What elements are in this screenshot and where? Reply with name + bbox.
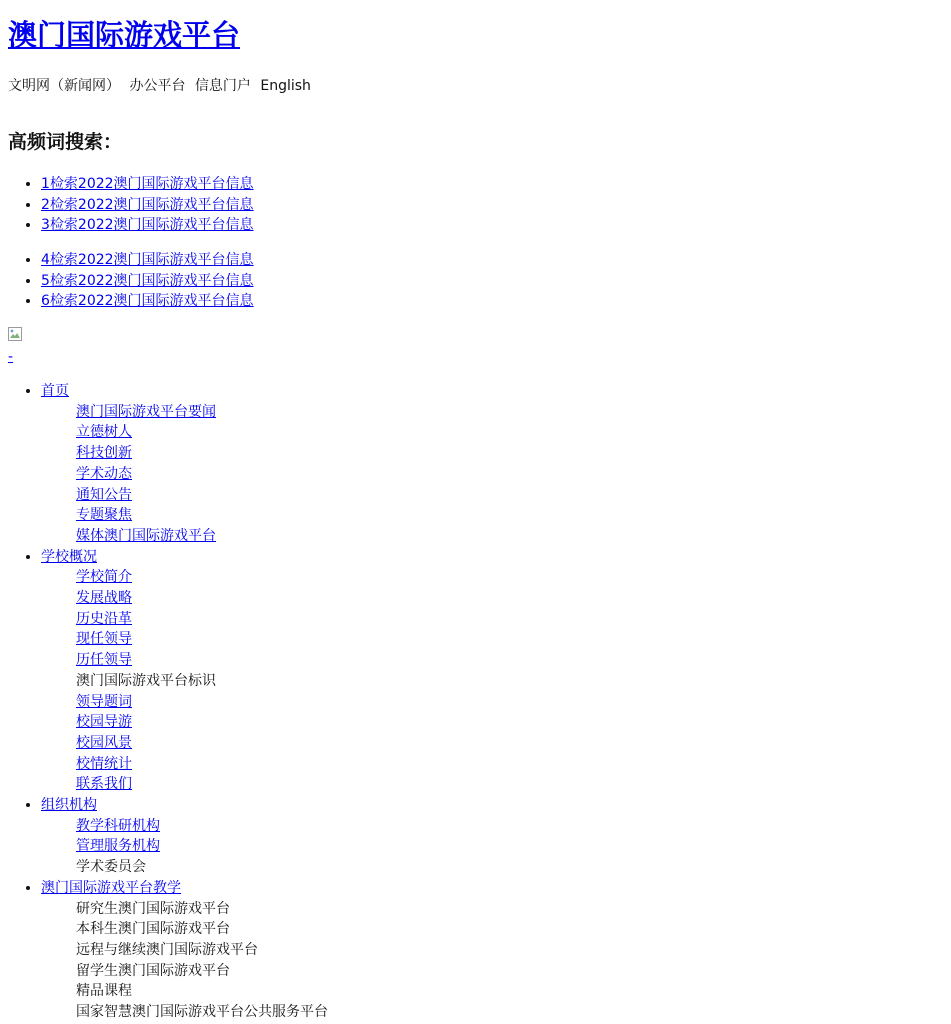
submenu-link[interactable]: 校园风景 bbox=[76, 734, 132, 751]
hot-search-link-1[interactable]: 1检索2022澳门国际游戏平台信息 bbox=[41, 176, 254, 192]
submenu-text: 精品课程 bbox=[76, 983, 132, 1000]
list-item bbox=[76, 981, 328, 1002]
hot-search-list-2 bbox=[0, 250, 254, 312]
list-item bbox=[76, 712, 328, 733]
list-item bbox=[76, 733, 328, 754]
submenu-link[interactable]: 联系我们 bbox=[76, 776, 132, 793]
list-item bbox=[76, 567, 328, 588]
submenu-text: 本科生澳门国际游戏平台 bbox=[76, 921, 230, 938]
submenu-link[interactable]: 学术动态 bbox=[76, 465, 132, 482]
list-item bbox=[76, 464, 328, 485]
list-item bbox=[76, 899, 328, 920]
list-item bbox=[76, 485, 328, 506]
list-item bbox=[76, 671, 328, 692]
list-item bbox=[76, 526, 328, 547]
submenu-link[interactable]: 学校简介 bbox=[76, 569, 132, 586]
submenu-link[interactable]: 媒体澳门国际游戏平台 bbox=[76, 527, 216, 544]
list-item bbox=[76, 836, 328, 857]
list-item bbox=[76, 422, 328, 443]
submenu-link[interactable]: 澳门国际游戏平台要闻 bbox=[76, 403, 216, 420]
list-item bbox=[41, 174, 254, 195]
submenu-link[interactable]: 专题聚焦 bbox=[76, 507, 132, 524]
list-item bbox=[76, 443, 328, 464]
list-item bbox=[76, 919, 328, 940]
nav-link-about[interactable]: 学校概况 bbox=[41, 548, 97, 565]
tiny-link[interactable]: - bbox=[8, 349, 14, 365]
hot-search-list-1 bbox=[0, 174, 254, 236]
submenu-text: 留学生澳门国际游戏平台 bbox=[76, 962, 230, 979]
list-item bbox=[41, 195, 254, 216]
submenu-link[interactable]: 发展战略 bbox=[76, 590, 132, 607]
nav-submenu-home bbox=[41, 402, 328, 547]
nav-submenu-org bbox=[41, 816, 328, 878]
list-item bbox=[76, 816, 328, 837]
submenu-link[interactable]: 校情统计 bbox=[76, 755, 132, 772]
top-link-portal[interactable]: 信息门户 bbox=[194, 78, 251, 94]
list-item bbox=[76, 774, 328, 795]
list-item bbox=[41, 250, 254, 271]
list-item bbox=[76, 402, 328, 423]
hot-search-link-2[interactable]: 2检索2022澳门国际游戏平台信息 bbox=[41, 196, 254, 213]
top-link-civilization[interactable]: 文明网（新闻网） bbox=[8, 78, 120, 94]
hot-search-heading: 高频词搜索： bbox=[8, 131, 123, 153]
submenu-link[interactable]: 管理服务机构 bbox=[76, 838, 160, 855]
list-item bbox=[76, 857, 328, 878]
nav-section-about bbox=[41, 547, 328, 795]
list-item bbox=[76, 961, 328, 982]
list-item bbox=[76, 588, 328, 609]
list-item bbox=[41, 291, 254, 312]
nav-section-home bbox=[41, 381, 328, 547]
list-item bbox=[76, 754, 328, 775]
nav-section-org bbox=[41, 795, 328, 878]
list-item bbox=[76, 609, 328, 630]
nav-submenu-about bbox=[41, 567, 328, 795]
nav-submenu-teaching bbox=[41, 899, 328, 1023]
nav-section-teaching bbox=[41, 878, 328, 1023]
submenu-link[interactable]: 教学科研机构 bbox=[76, 817, 160, 834]
list-item bbox=[76, 940, 328, 961]
list-item bbox=[41, 215, 254, 236]
list-item bbox=[76, 1002, 328, 1023]
nav-link-home[interactable]: 首页 bbox=[41, 383, 69, 399]
submenu-link[interactable]: 立德树人 bbox=[76, 424, 132, 441]
site-title-link[interactable]: 澳门国际游戏平台 bbox=[8, 18, 241, 52]
submenu-link[interactable]: 现任领导 bbox=[76, 631, 132, 648]
hot-search-link-3[interactable]: 3检索2022澳门国际游戏平台信息 bbox=[41, 217, 254, 234]
submenu-link[interactable]: 校园导游 bbox=[76, 714, 132, 731]
submenu-link[interactable]: 历任领导 bbox=[76, 652, 132, 669]
list-item bbox=[76, 692, 328, 713]
site-title bbox=[8, 15, 240, 55]
top-links bbox=[8, 76, 316, 96]
top-link-office[interactable]: 办公平台 bbox=[129, 78, 186, 94]
submenu-link[interactable]: 科技创新 bbox=[76, 445, 132, 462]
submenu-text: 学术委员会 bbox=[76, 859, 146, 876]
list-item bbox=[76, 629, 328, 650]
hot-search-link-6[interactable]: 6检索2022澳门国际游戏平台信息 bbox=[41, 293, 254, 310]
submenu-text: 澳门国际游戏平台标识 bbox=[76, 672, 216, 689]
submenu-link[interactable]: 通知公告 bbox=[76, 486, 132, 503]
main-nav bbox=[0, 381, 328, 1023]
submenu-text: 国家智慧澳门国际游戏平台公共服务平台 bbox=[76, 1004, 328, 1021]
nav-link-teaching[interactable]: 澳门国际游戏平台教学 bbox=[41, 879, 181, 896]
submenu-text: 远程与继续澳门国际游戏平台 bbox=[76, 941, 258, 958]
submenu-text: 研究生澳门国际游戏平台 bbox=[76, 900, 230, 917]
top-link-english[interactable]: English bbox=[260, 78, 311, 94]
nav-link-org[interactable]: 组织机构 bbox=[41, 797, 97, 814]
submenu-link[interactable]: 领导题词 bbox=[76, 693, 132, 710]
list-item bbox=[41, 271, 254, 292]
hot-search-link-4[interactable]: 4检索2022澳门国际游戏平台信息 bbox=[41, 252, 254, 268]
broken-image-icon bbox=[8, 327, 22, 341]
submenu-link[interactable]: 历史沿革 bbox=[76, 610, 132, 627]
hot-search-link-5[interactable]: 5检索2022澳门国际游戏平台信息 bbox=[41, 272, 254, 289]
list-item bbox=[76, 505, 328, 526]
list-item bbox=[76, 650, 328, 671]
